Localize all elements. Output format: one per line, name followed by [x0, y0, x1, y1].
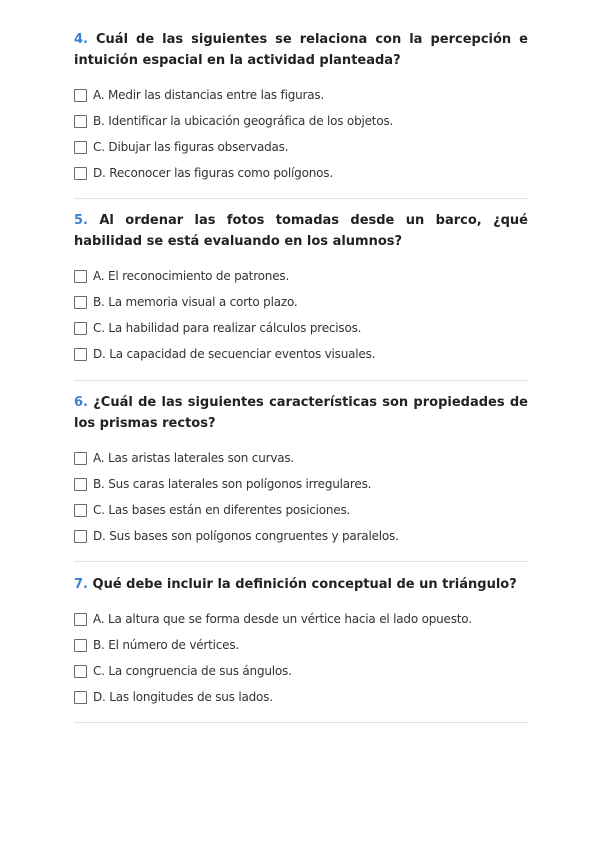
checkbox[interactable] [74, 691, 87, 704]
option-b[interactable] [74, 471, 528, 497]
option-label: D. La capacidad de secuenciar eventos visuales. [93, 347, 376, 361]
divider [74, 722, 528, 723]
option-d[interactable] [74, 341, 528, 367]
option-c[interactable] [74, 658, 528, 684]
option-a[interactable] [74, 445, 528, 471]
option-c[interactable] [74, 497, 528, 523]
options-list [74, 82, 528, 186]
question-label: ¿Cuál de las siguientes características son propiedades de los prismas rectos? [74, 395, 528, 431]
option-label: C. Las bases están en diferentes posiciones. [93, 503, 351, 517]
checkbox[interactable] [74, 141, 87, 154]
checkbox[interactable] [74, 613, 87, 626]
option-label: A. Medir las distancias entre las figuras. [93, 88, 325, 102]
checkbox[interactable] [74, 348, 87, 361]
option-b[interactable] [74, 289, 528, 315]
option-label: A. La altura que se forma desde un vértice hacia el lado opuesto. [93, 612, 472, 626]
checkbox[interactable] [74, 322, 87, 335]
option-label: A. El reconocimiento de patrones. [93, 269, 290, 283]
checkbox[interactable] [74, 167, 87, 180]
option-b[interactable] [74, 108, 528, 134]
question-text [74, 574, 528, 595]
question-number: 4. [74, 32, 88, 47]
options-list [74, 445, 528, 549]
checkbox[interactable] [74, 270, 87, 283]
option-b[interactable] [74, 632, 528, 658]
option-label: C. La congruencia de sus ángulos. [93, 664, 292, 678]
option-a[interactable] [74, 82, 528, 108]
option-label: C. Dibujar las figuras observadas. [93, 140, 289, 154]
question-number: 7. [74, 577, 88, 592]
question-text [74, 210, 528, 252]
option-d[interactable] [74, 684, 528, 710]
option-d[interactable] [74, 160, 528, 186]
question-number: 5. [74, 213, 88, 228]
divider [74, 380, 528, 381]
question-7 [74, 574, 528, 710]
checkbox[interactable] [74, 530, 87, 543]
checkbox[interactable] [74, 639, 87, 652]
checkbox[interactable] [74, 296, 87, 309]
option-label: D. Sus bases son polígonos congruentes y paralelos. [93, 529, 399, 543]
question-label: Al ordenar las fotos tomadas desde un barco, ¿qué habilidad se está evaluando en los alumnos? [74, 213, 529, 249]
options-list [74, 263, 528, 367]
divider [74, 561, 528, 562]
question-label: Cuál de las siguientes se relaciona con la percepción e intuición espacial en la actividad planteada? [74, 32, 528, 68]
option-label: B. Sus caras laterales son polígonos irregulares. [93, 477, 372, 491]
question-5 [74, 210, 528, 367]
question-4 [74, 29, 528, 186]
question-text [74, 29, 528, 71]
option-label: B. Identificar la ubicación geográfica de los objetos. [93, 114, 394, 128]
option-d[interactable] [74, 523, 528, 549]
option-label: D. Las longitudes de sus lados. [93, 690, 273, 704]
option-label: B. El número de vértices. [93, 638, 240, 652]
checkbox[interactable] [74, 452, 87, 465]
checkbox[interactable] [74, 478, 87, 491]
option-c[interactable] [74, 134, 528, 160]
checkbox[interactable] [74, 89, 87, 102]
option-c[interactable] [74, 315, 528, 341]
option-label: C. La habilidad para realizar cálculos precisos. [93, 321, 362, 335]
checkbox[interactable] [74, 665, 87, 678]
checkbox[interactable] [74, 504, 87, 517]
option-label: D. Reconocer las figuras como polígonos. [93, 166, 333, 180]
question-number: 6. [74, 395, 88, 410]
option-label: A. Las aristas laterales son curvas. [93, 451, 295, 465]
question-label: Qué debe incluir la definición conceptual de un triángulo? [92, 577, 517, 592]
options-list [74, 606, 528, 710]
divider [74, 198, 528, 199]
question-6 [74, 392, 528, 549]
option-label: B. La memoria visual a corto plazo. [93, 295, 298, 309]
option-a[interactable] [74, 263, 528, 289]
option-a[interactable] [74, 606, 528, 632]
question-text [74, 392, 528, 434]
checkbox[interactable] [74, 115, 87, 128]
